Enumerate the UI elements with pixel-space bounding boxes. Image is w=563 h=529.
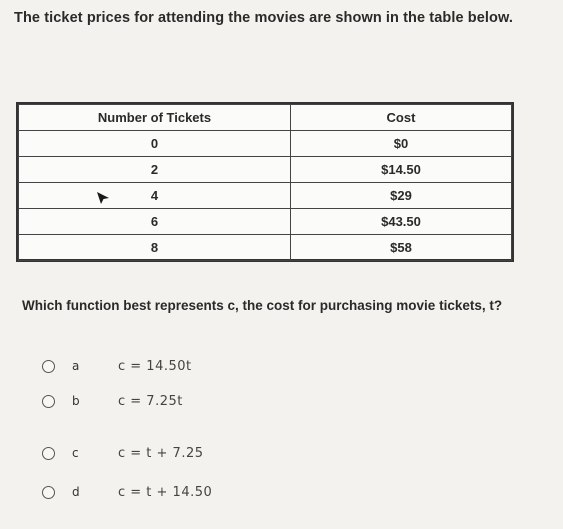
radio-c[interactable] [42, 447, 55, 460]
cost-cell: $43.50 [291, 209, 512, 235]
tickets-cell: 6 [19, 209, 291, 235]
option-letter: a [72, 359, 80, 373]
table-row [19, 209, 512, 235]
table-row [19, 183, 512, 209]
table-header-row [19, 105, 512, 131]
tickets-cell: 2 [19, 157, 291, 183]
option-letter: d [72, 485, 80, 499]
option-letter: c [72, 446, 79, 460]
price-table-grid [18, 104, 512, 261]
option-formula: c = 14.50t [118, 358, 192, 374]
option-b[interactable] [42, 391, 183, 411]
question-text: Which function best represents c, the cost for purchasing movie tickets, t? [22, 298, 503, 313]
cost-cell: $0 [291, 131, 512, 157]
header-cost: Cost [291, 105, 512, 131]
radio-b[interactable] [42, 395, 55, 408]
option-formula: c = t + 14.50 [118, 484, 213, 500]
option-a[interactable] [42, 356, 192, 376]
table-row [19, 157, 512, 183]
cost-cell: $58 [291, 235, 512, 261]
header-number-of-tickets: Number of Tickets [19, 105, 291, 131]
radio-a[interactable] [42, 360, 55, 373]
intro-text: The ticket prices for attending the movies are shown in the table below. [14, 10, 513, 26]
cost-cell: $29 [291, 183, 512, 209]
table-row [19, 131, 512, 157]
option-c[interactable] [42, 443, 204, 463]
table-row [19, 235, 512, 261]
tickets-cell: 8 [19, 235, 291, 261]
option-letter: b [72, 394, 80, 408]
tickets-cell: 4 [19, 183, 291, 209]
option-formula: c = t + 7.25 [118, 445, 204, 461]
tickets-cell: 0 [19, 131, 291, 157]
price-table [16, 102, 514, 262]
radio-d[interactable] [42, 486, 55, 499]
mouse-pointer-icon [96, 191, 110, 205]
cost-cell: $14.50 [291, 157, 512, 183]
option-formula: c = 7.25t [118, 393, 183, 409]
option-d[interactable] [42, 482, 213, 502]
